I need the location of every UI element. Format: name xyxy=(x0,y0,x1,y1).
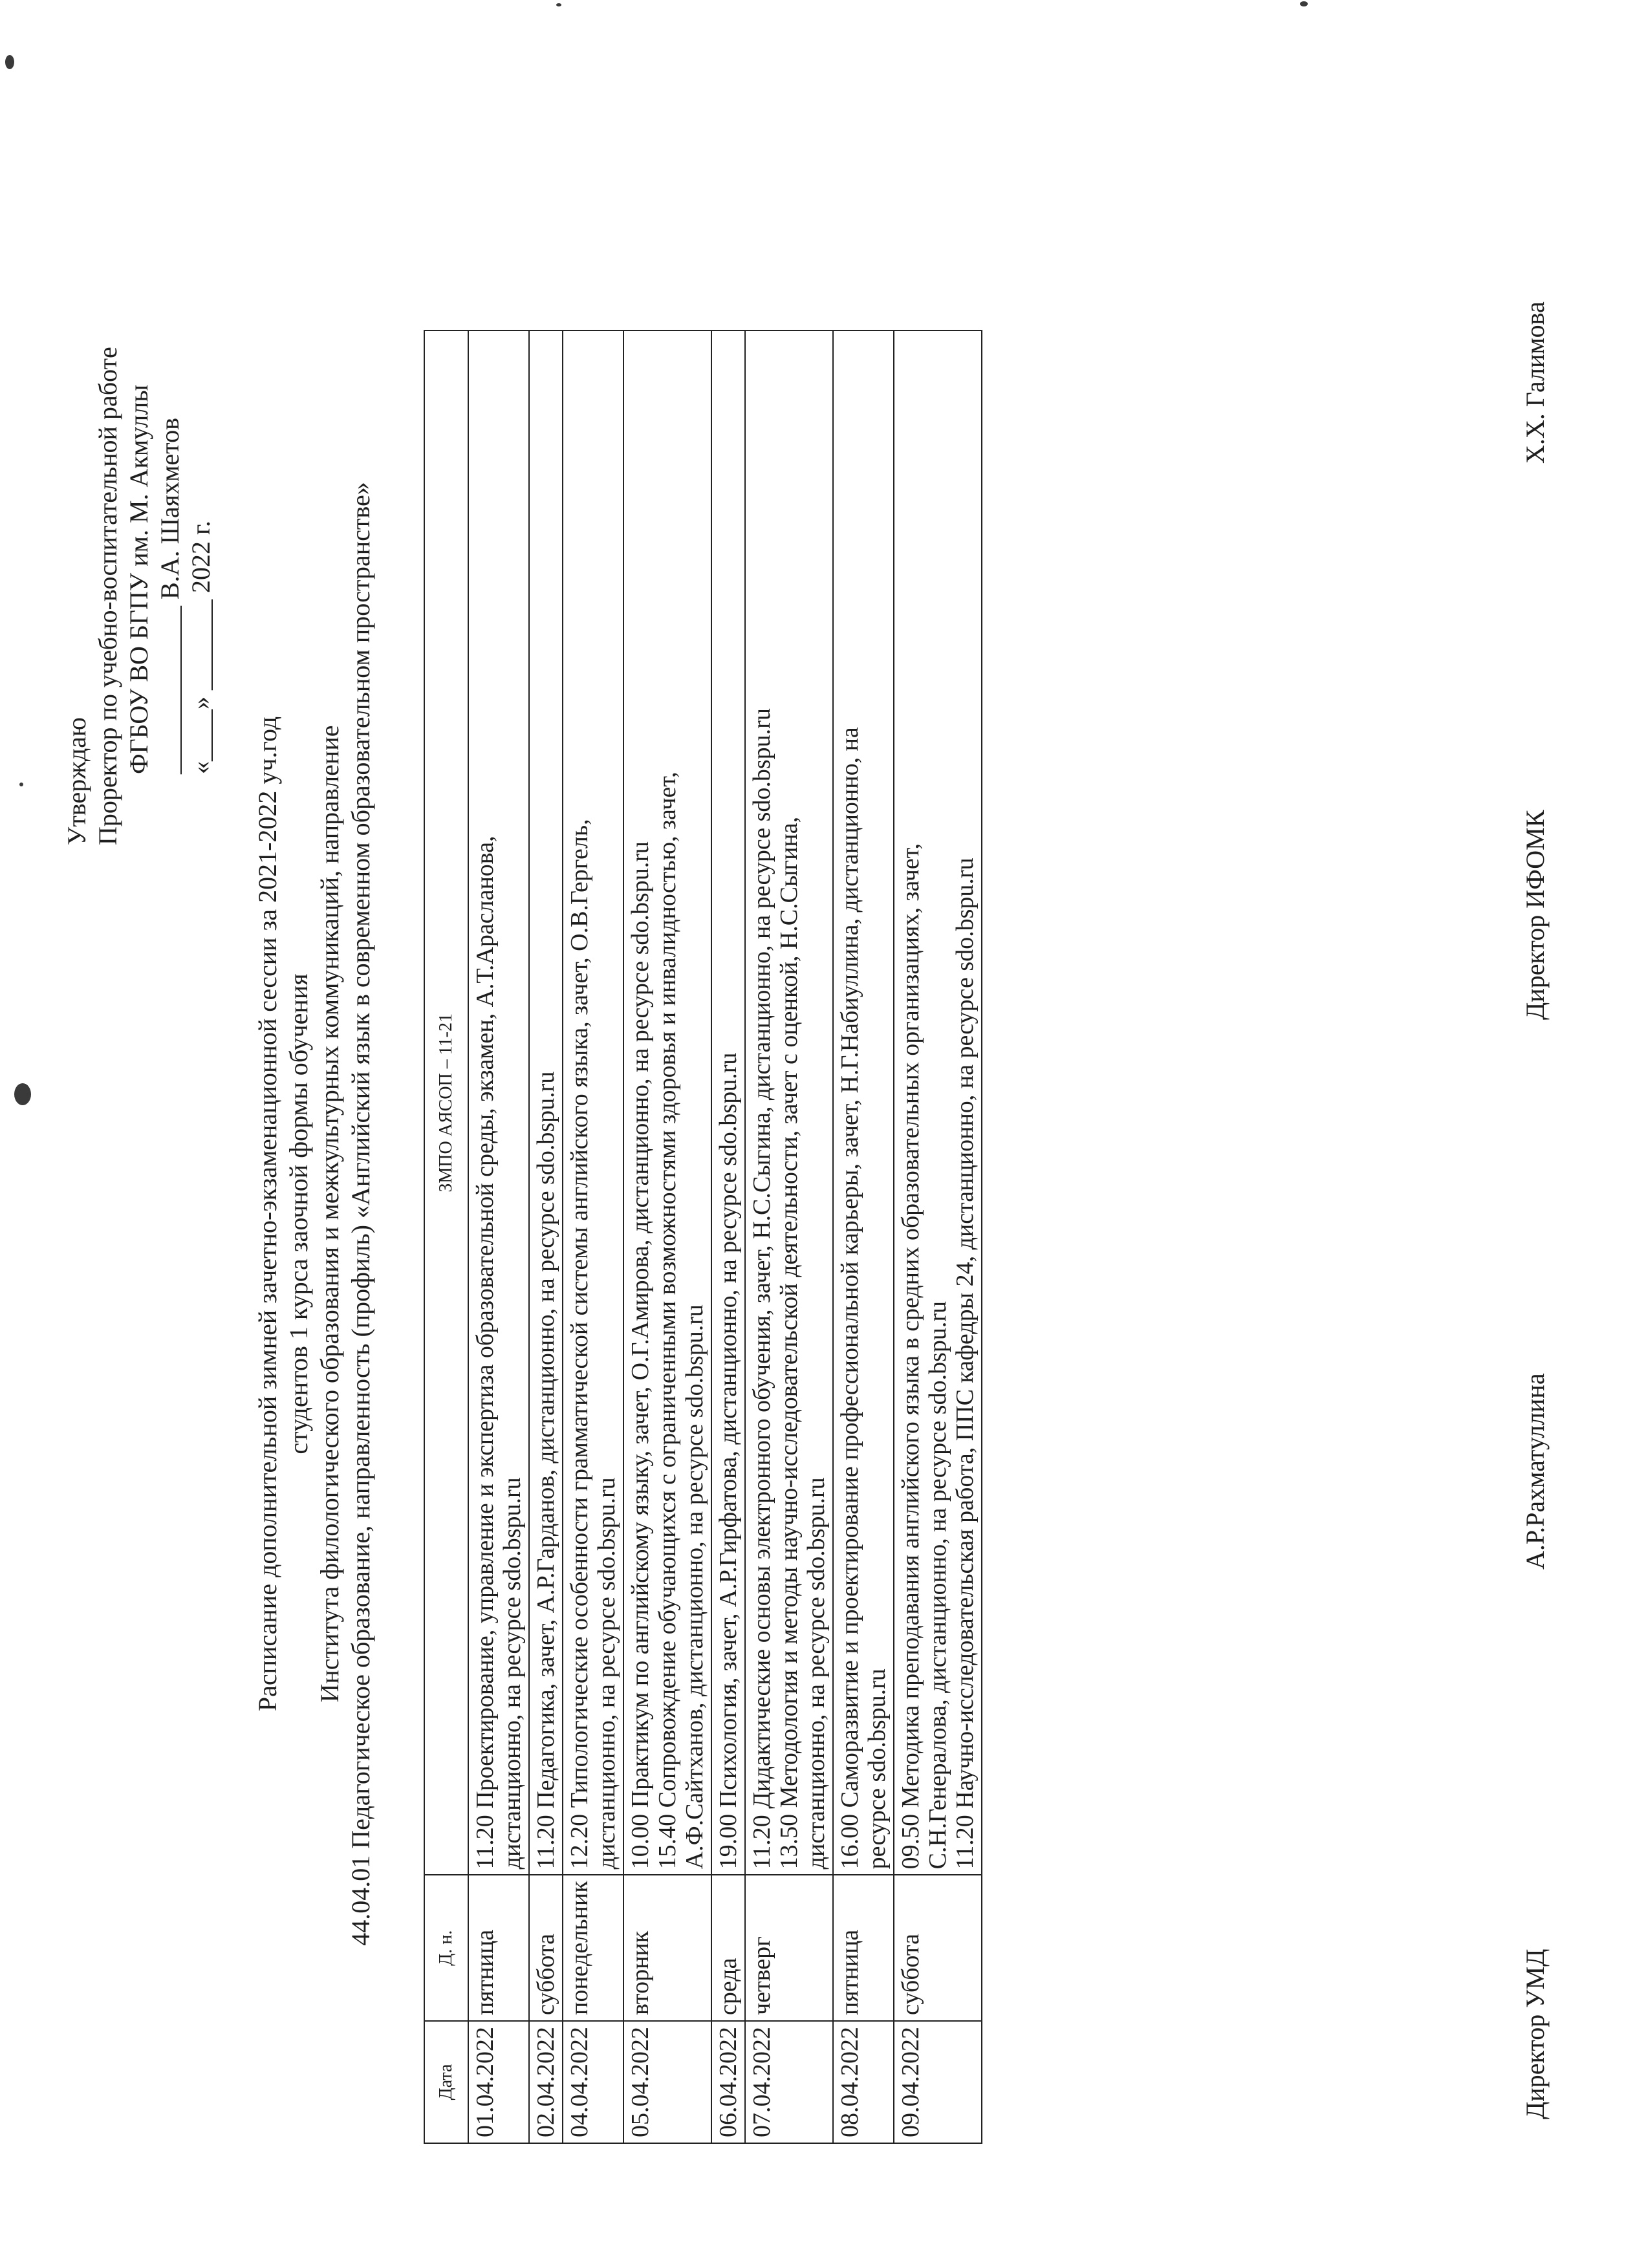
session-line: С.Н.Генералова, дистанционно, на ресурсе sdo.bspu.ru xyxy=(924,1301,951,1870)
row-date: 05.04.2022 xyxy=(623,2021,711,2143)
table-row xyxy=(563,330,623,2143)
session-line: 10.00 Практикум по английскому языку, зачет, О.Г.Амирова, дистанционно, на ресурсе sdo.bspu.ru xyxy=(627,841,654,1870)
row-date: 02.04.2022 xyxy=(529,2021,563,2143)
table-row xyxy=(468,330,529,2143)
row-sessions xyxy=(711,330,745,1875)
table-body xyxy=(468,330,982,2143)
session-line: А.Ф.Сайтханов, дистанционно, на ресурсе sdo.bspu.ru xyxy=(681,1304,708,1870)
row-weekday: понедельник xyxy=(563,1875,623,2021)
signature-name-2: Х.Х. Галимова xyxy=(1521,301,1550,464)
row-date: 07.04.2022 xyxy=(745,2021,833,2143)
session-line: ресурсе sdo.bspu.ru xyxy=(863,1669,891,1870)
table-row xyxy=(894,330,982,2143)
session-line: 11.20 Научно-исследовательская работа, ППС кафедры 24, дистанционно, на ресурсе sdo.bspu.ru xyxy=(951,858,979,1870)
approval-title: Утверждаю xyxy=(62,717,91,845)
row-date: 04.04.2022 xyxy=(563,2021,623,2143)
session-line: 11.20 Проектирование, управление и экспертиза образовательной среды, экзамен, А.Т.Арасланова, xyxy=(471,836,499,1870)
signature-title-1: Директор УМД xyxy=(1521,1949,1550,2119)
signatures-block xyxy=(1520,114,1572,2119)
row-weekday: четверг xyxy=(745,1875,833,2021)
session-line: 13.50 Методология и методы научно-исследовательской деятельности, зачет с оценкой, Н.С.Сыгина, xyxy=(775,816,803,1870)
heading-line-1: Расписание дополнительной зимней зачетно-экзаменационной сессии за 2021-2022 уч.год xyxy=(253,716,282,1712)
header-day: Д. н. xyxy=(424,1875,468,2021)
row-sessions xyxy=(894,330,982,1875)
heading-line-3: Института филологического образования и межкультурных коммуникаций, направление xyxy=(315,725,344,1703)
row-sessions xyxy=(563,330,623,1875)
row-weekday: вторник xyxy=(623,1875,711,2021)
approval-position: Проректор по учебно-воспитательной работе xyxy=(93,347,122,845)
approval-block xyxy=(61,69,217,845)
signature-name-1: А.Р.Рахматуллина xyxy=(1521,1373,1550,1570)
session-line: 16.00 Саморазвитие и проектирование профессиональной карьеры, зачет, Н.Г.Набиуллина, дистанционно, на xyxy=(836,727,863,1870)
row-date: 08.04.2022 xyxy=(833,2021,894,2143)
row-date: 09.04.2022 xyxy=(894,2021,982,2143)
row-weekday: пятница xyxy=(468,1875,529,2021)
session-line: 11.20 Педагогика, зачет, А.Р.Гарданов, дистанционно, на ресурсе sdo.bspu.ru xyxy=(532,1071,559,1870)
signature-title-2: Директор ИФОМК xyxy=(1521,810,1550,1020)
table-row xyxy=(833,330,894,2143)
approval-date-line: «____» _______ 2022 г. xyxy=(186,521,215,774)
row-weekday: суббота xyxy=(529,1875,563,2021)
table-header-row xyxy=(424,330,468,2143)
session-line: дистанционно, на ресурсе sdo.bspu.ru xyxy=(803,1477,830,1870)
session-line: 09.50 Методика преподавания английского языка в средних образовательных организациях, зачет, xyxy=(897,843,924,1870)
row-weekday: среда xyxy=(711,1875,745,2021)
row-sessions xyxy=(745,330,833,1875)
session-line: 11.20 Дидактические основы электронного обучения, зачет, Н.С.Сыгина, дистанционно, на ресурсе sdo.bspu.ru xyxy=(748,708,775,1870)
row-weekday: пятница xyxy=(833,1875,894,2021)
row-date: 06.04.2022 xyxy=(711,2021,745,2143)
row-date: 01.04.2022 xyxy=(468,2021,529,2143)
session-line: 19.00 Психология, зачет, А.Р.Гирфатова, дистанционно, на ресурсе sdo.bspu.ru xyxy=(715,1052,742,1870)
table-row xyxy=(711,330,745,2143)
approval-institution: ФГБОУ ВО БГПУ им. М. Акмуллы xyxy=(124,384,153,774)
approval-signature-line: _____________ В.А. Шаяхметов xyxy=(155,418,184,774)
session-line: 12.20 Типологические особенности грамматической системы английского языка, зачет, О.В.Гергель, xyxy=(566,819,593,1870)
heading-line-4: 44.04.01 Педагогическое образование, направленность (профиль) «Английский язык в современном образовательном пространстве» xyxy=(346,482,375,1946)
table-row xyxy=(745,330,833,2143)
session-line: 15.40 Сопровождение обучающихся с ограниченными возможностями здоровья и инвалидностью, зачет, xyxy=(654,772,681,1870)
table-row xyxy=(529,330,563,2143)
table-row xyxy=(623,330,711,2143)
row-weekday: суббота xyxy=(894,1875,982,2021)
document-heading xyxy=(252,470,376,1958)
header-group: ЗМПО АЯСОП – 11-21 xyxy=(424,330,468,1875)
heading-line-2: студентов 1 курса заочной формы обучения xyxy=(284,973,313,1454)
row-sessions xyxy=(833,330,894,1875)
schedule-table xyxy=(424,330,982,2144)
row-sessions xyxy=(623,330,711,1875)
session-line: дистанционно, на ресурсе sdo.bspu.ru xyxy=(593,1477,620,1870)
row-sessions xyxy=(529,330,563,1875)
header-date: Дата xyxy=(424,2021,468,2143)
session-line: дистанционно, на ресурсе sdo.bspu.ru xyxy=(499,1477,526,1870)
row-sessions xyxy=(468,330,529,1875)
